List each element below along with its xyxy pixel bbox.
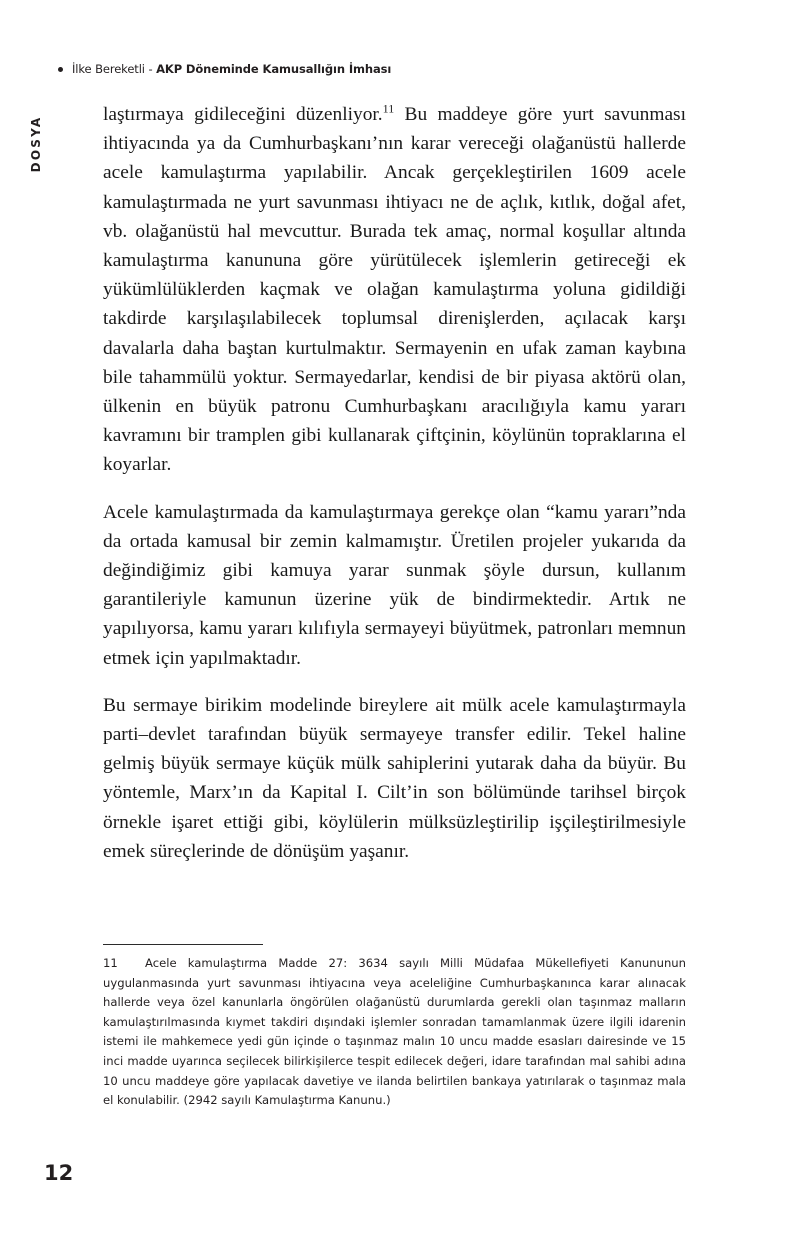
footnote-entry bbox=[103, 954, 686, 1111]
paragraph-rest-text: Bu maddeye göre yurt savunması ihtiyacında ya da Cumhurbaşkanı’nın karar vereceği olağanüstü hallerde acele kamulaştırma yapılabilir. Ancak gerçekleştirilen 1609 acele kamulaştırmada ne yurt savunması ihtiyacı ne de açlık, kıtlık, doğal afet, vb. olağanüstü hal mevcuttur. Burada tek amaç, normal koşullar altında kamulaştırma kanununa göre yürütülecek işlemlerin getireceği ek yükümlülüklerden kaçmak ve olağan kamulaştırma yoluna gidildiği takdirde karşılaşılabilecek toplumsal direnişlerden, açılacak karşı davalarla daha baştan kurtulmaktır. Sermayenin en ufak zaman kaybına bile tahammülü yoktur. Sermayedarlar, kendisi de bir piyasa aktörü olan, ülkenin en büyük patronu Cumhurbaşkanı aracılığıyla kamu yararı kavramını bir tramplen gibi kullanarak çiftçinin, köylünün topraklarına el koyarlar. bbox=[103, 104, 686, 476]
running-head-author: İlke Bereketli - bbox=[72, 62, 157, 76]
running-head-article-title: AKP Döneminde Kamusallığın İmhası bbox=[156, 62, 392, 76]
running-head bbox=[58, 62, 391, 76]
footnote-body-text: Acele kamulaştırma Madde 27: 3634 sayılı Milli Müdafaa Mükellefiyeti Kanununun uygulanmasında yurt savunması ihtiyacına veya aceleliğine Cumhurbaşkanınca karar alınacak hallerde veya özel kanunlarla öngörülen olağanüstü durumlarda gerekli olan taşınmaz malların kamulaştırılmasında kıymet takdiri dışındaki işlemler sonradan tamamlanmak üzere ilgili idarenin istemi ile mahkemece yedi gün içinde o taşınmaz malın 10 uncu madde esasları dairesinde ve 15 inci madde uyarınca seçilecek bilirkişilerce tespit edilecek değeri, idare tarafından mal sahibi adına 10 uncu maddeye göre yapılacak davetiye ve ilanda belirtilen bankaya yatırılarak o taşınmaz mala el konulabilir. (2942 sayılı Kamulaştırma Kanunu.) bbox=[103, 956, 686, 1108]
section-tab bbox=[24, 96, 48, 192]
page-number: 12 bbox=[44, 1161, 74, 1185]
footnote-reference-marker[interactable]: 11 bbox=[382, 101, 395, 116]
paragraph-lead-text: laştırmaya gidileceğini düzenliyor. bbox=[103, 104, 383, 125]
footnote-separator-rule bbox=[103, 944, 263, 945]
bullet-dot-icon bbox=[58, 67, 63, 72]
footnote-number: 11 bbox=[103, 956, 118, 970]
body-paragraph: Acele kamulaştırmada da kamulaştırmaya gerekçe olan “kamu yararı”nda da ortada kamusal bir zemin kalmamıştır. Üretilen projeler yukarıda da değindiğimiz gibi kamuya yarar sunmak şöyle dursun, kullanım garantileriyle kamunun üzerine yük de bindirmektedir. Artık ne yapılıyorsa, kamu yararı kılıfıyla sermayeyi büyütmek, patronları memnun etmek için yapılmaktadır. bbox=[103, 501, 686, 669]
running-head-text bbox=[72, 62, 391, 76]
body-paragraph bbox=[103, 100, 686, 480]
body-paragraph: Bu sermaye birikim modelinde bireylere ait mülk acele kamulaştırmayla parti–devlet tarafından büyük sermayeye transfer edilir. Tekel haline gelmiş büyük sermaye küçük mülk sahiplerini yutarak daha da büyür. Bu yöntemle, Marx’ın da Kapital I. Cilt’in son bölümünde tarihsel birçok örnekle işaret ettiği gibi, köylülerin mülksüzleştirilip işçileştirilmesiyle emek süreçlerinde de dönüşüm yaşanır. bbox=[103, 694, 686, 862]
section-tab-label: DOSYA bbox=[29, 115, 43, 173]
footnote-block bbox=[103, 944, 686, 1111]
body-text-column bbox=[103, 100, 686, 866]
